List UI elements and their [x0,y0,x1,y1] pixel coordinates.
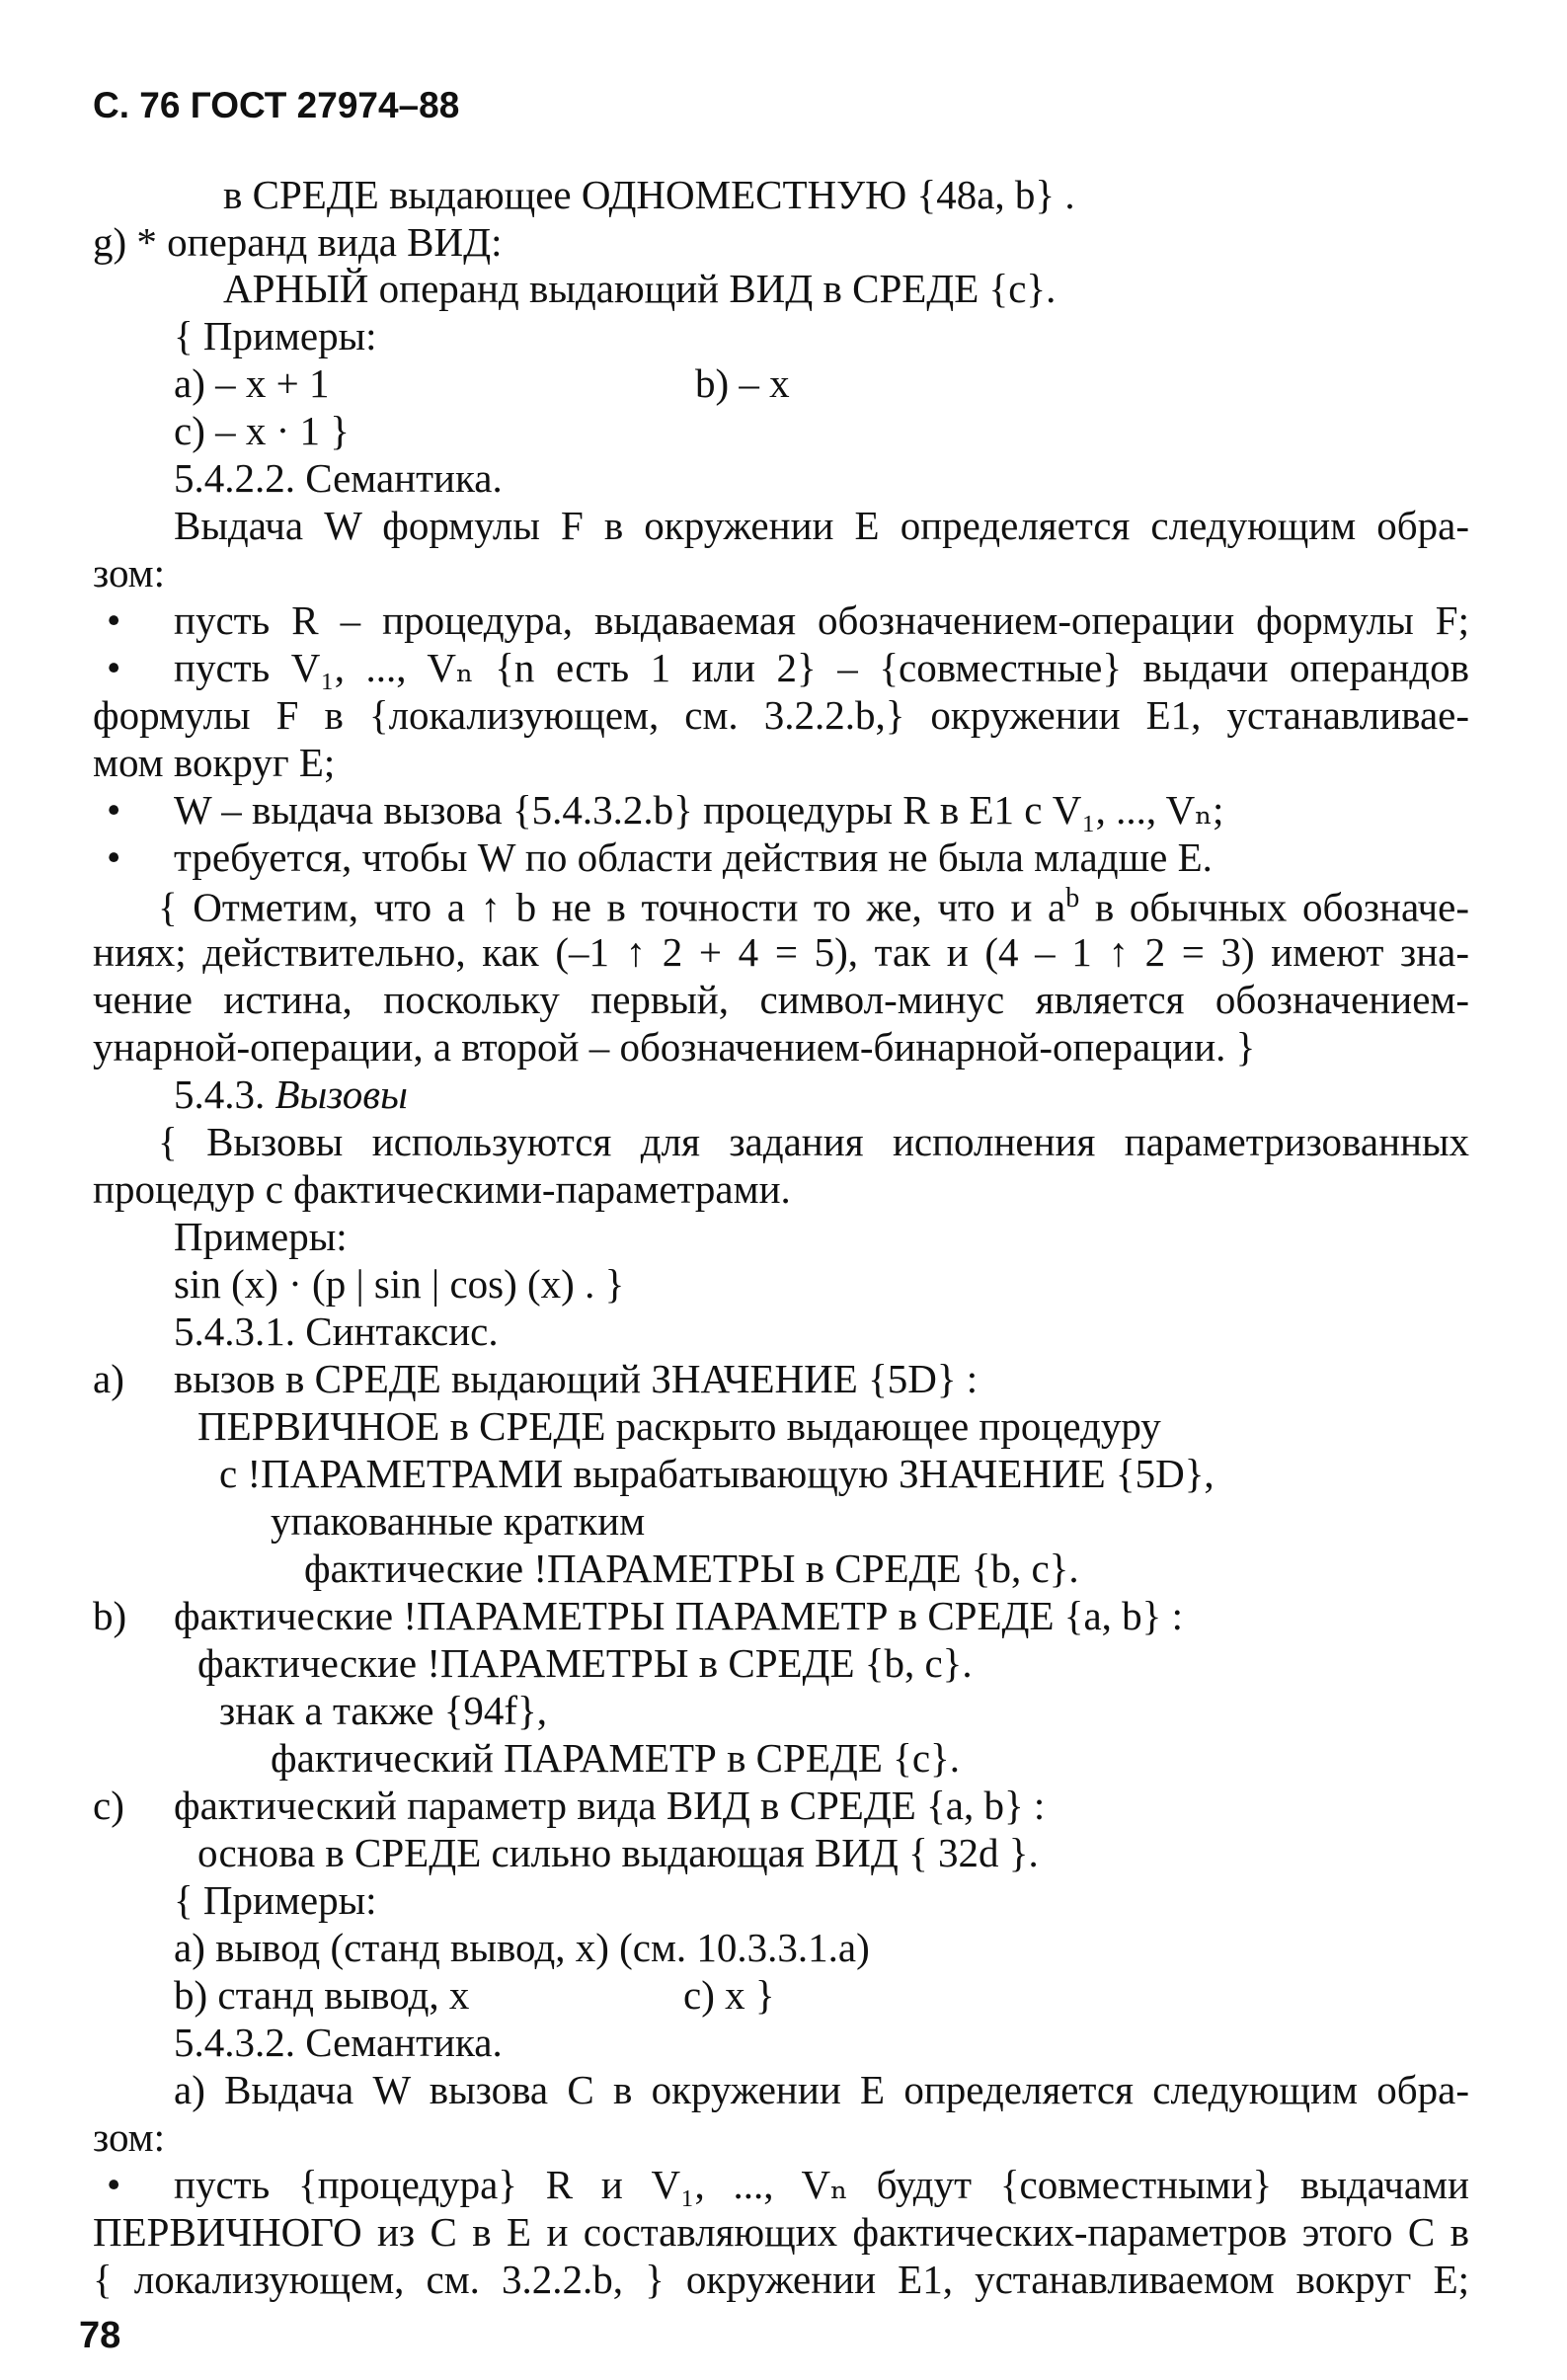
rule-marker: c) [93,1783,124,1828]
bullet-item-cont: мом вокруг E; [93,740,336,785]
rule-line: ПЕРВИЧНОЕ в СРЕДЕ раскрыто выдающее процедуру [197,1403,1161,1449]
bullet-item: пусть {процедура} R и V₁, ..., Vₙ будут {совместными} выдачами [174,2162,1469,2207]
example-code: sin (x) · (p | sin | cos) (x) . } [174,1261,625,1307]
note-line: ниях; действительно, как (–1 ↑ 2 + 4 = 5), так и (4 – 1 ↑ 2 = 3) имеют зна- [93,929,1469,975]
rule-line: фактические !ПАРАМЕТРЫ в СРЕДЕ {b, c}. [304,1546,1079,1591]
section-title: Вызовы [274,1071,408,1117]
paragraph-line: { Вызовы используются для задания исполнения параметризованных [158,1119,1469,1164]
bullet-item: пусть V₁, ..., Vₙ {n есть 1 или 2} – {совместные} выдачи операндов [174,645,1469,690]
rule-line: упакованные кратким [271,1498,646,1544]
note-text: { Отметим, что a ↑ b не в точности то же, что и a [158,884,1066,930]
rule-line: знак а также {94f}, [219,1688,547,1733]
examples-label: { Примеры: [174,1877,377,1923]
rule-line: фактические !ПАРАМЕТРЫ в СРЕДЕ {b, c}. [197,1640,973,1686]
rule-line: фактический ПАРАМЕТР в СРЕДЕ {c}. [271,1735,960,1781]
example-line: c) x } [683,1972,775,2018]
note-line: чение истина, поскольку первый, символ-минус является обозначением- [93,977,1469,1022]
section-heading [174,1071,408,1117]
example-c: c) – x · 1 } [174,408,350,453]
bullet-icon: • [107,2162,121,2207]
note-line: унарной-операции, а второй – обозначением-бинарной-операции. } [93,1024,1256,1070]
rule-line: с !ПАРАМЕТРАМИ вырабатывающую ЗНАЧЕНИЕ {5D}, [219,1451,1214,1496]
note-text: в обычных обозначе- [1079,884,1469,930]
bullet-item: пусть R – процедура, выдаваемая обозначением-операции формулы F; [174,597,1469,643]
text-line: в СРЕДЕ выдающее ОДНОМЕСТНУЮ {48a, b} . [223,172,1075,217]
example-a: a) – x + 1 [174,360,330,406]
example-line: a) вывод (станд вывод, x) (см. 10.3.3.1.a) [174,1925,870,1970]
bullet-icon: • [107,597,121,643]
example-line: b) станд вывод, x [174,1972,470,2018]
bullet-item: требуется, чтобы W по области действия не была младше E. [174,834,1213,880]
rule-line: фактический параметр вида ВИД в СРЕДЕ {a, b} : [174,1783,1046,1828]
bullet-icon: • [107,645,121,690]
section-number: 5.4.3. [174,1071,275,1117]
paragraph-line: зом: [93,2114,166,2160]
paragraph-line: зом: [93,550,166,595]
rule-line: фактические !ПАРАМЕТРЫ ПАРАМЕТР в СРЕДЕ {a, b} : [174,1593,1183,1638]
paragraph-line: a) Выдача W вызова C в окружении E определяется следующим обра- [174,2067,1469,2112]
paragraph-line: Выдача W формулы F в окружении E определяется следующим обра- [174,503,1469,548]
superscript: b [1065,883,1080,913]
rule-line: основа в СРЕДЕ сильно выдающая ВИД { 32d }. [197,1830,1039,1875]
note-line [158,885,1469,928]
text-line: АРНЫЙ операнд выдающий ВИД в СРЕДЕ {c}. [223,266,1057,311]
section-heading: 5.4.2.2. Семантика. [174,455,503,501]
bullet-icon: • [107,834,121,880]
text-line: g) * операнд вида ВИД: [93,219,503,265]
example-b: b) – x [695,360,790,406]
examples-label: Примеры: [174,1214,348,1259]
page-number: 78 [79,2315,121,2356]
bullet-item: W – выдача вызова {5.4.3.2.b} процедуры R в E1 с V₁, ..., Vₙ; [174,787,1224,833]
page-header: С. 76 ГОСТ 27974–88 [93,85,460,125]
rule-line: вызов в СРЕДЕ выдающий ЗНАЧЕНИЕ {5D} : [174,1356,979,1401]
rule-marker: a) [93,1356,124,1401]
section-heading: 5.4.3.2. Семантика. [174,2020,503,2065]
rule-marker: b) [93,1593,127,1638]
paragraph-line: процедур с фактическими-параметрами. [93,1166,791,1212]
bullet-item-cont: { локализующем, см. 3.2.2.b, } окружении E1, устанавливаемом вокруг E; [93,2257,1469,2302]
section-heading: 5.4.3.1. Синтаксис. [174,1309,499,1354]
bullet-item-cont: ПЕРВИЧНОГО из C в E и составляющих фактических-параметров этого C в [93,2209,1469,2255]
bullet-icon: • [107,787,121,833]
bullet-item-cont: формулы F в {локализующем, см. 3.2.2.b,} окружении E1, устанавливае- [93,692,1469,738]
text-line: { Примеры: [174,313,377,358]
